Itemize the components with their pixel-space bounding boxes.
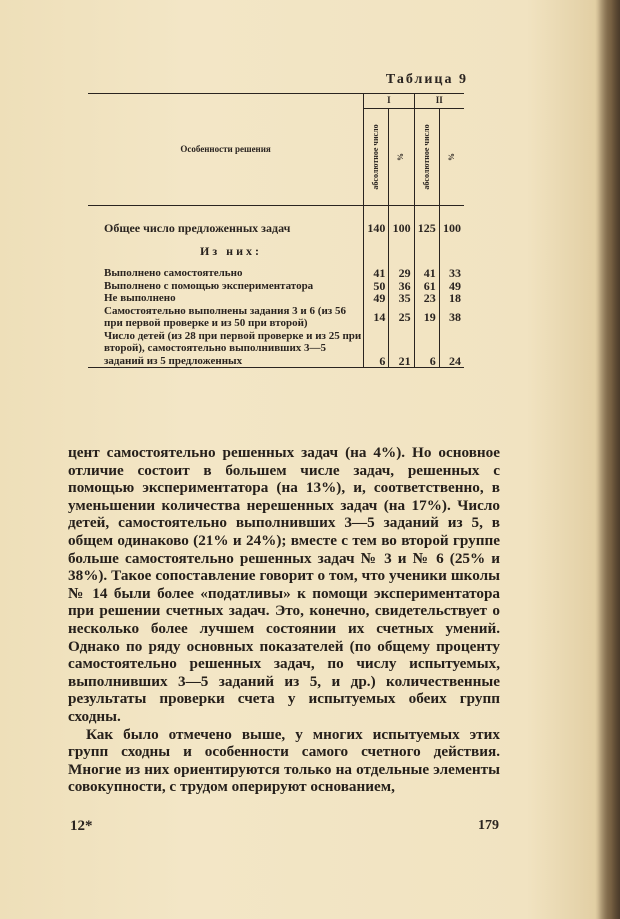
header-percent-2: % (439, 109, 464, 206)
row-abs-2: 61 (414, 280, 439, 293)
row-pct-1: 21 (389, 330, 414, 368)
page-number: 179 (478, 818, 499, 833)
table-caption: Таблица 9 (385, 72, 468, 87)
row-label: Выполнено самостоятельно (88, 267, 364, 280)
row-abs-2: 23 (414, 292, 439, 305)
row-pct-1: 35 (389, 292, 414, 305)
paragraph: Как было отмечено выше, у многих испытуемых этих групп сходны и особенности самого счетного действия. Многие из них ориентируются только на отдельные элементы совокупности, с трудом оперируют основанием, (68, 725, 500, 796)
row-abs-2: 41 (414, 267, 439, 280)
row-abs-1: 6 (364, 330, 389, 368)
row-pct-2: 24 (439, 330, 464, 368)
row-abs-1: 50 (364, 280, 389, 293)
results-table (88, 93, 464, 368)
table-row (88, 267, 464, 280)
paragraph: цент самостоятельно решенных задач (на 4%). Но основное отличие состоит в большем числе задач, решенных с помощью экспериментатора (на 13%), и, соответственно, в уменьшении количества нерешенных задач (на 17%). Число детей, самостоятельно выполнивших 3—5 заданий из 5, в общем одинаково (21% и 24%); вместе с тем во второй группе больше самостоятельно решенных задач № 3 и № 6 (25% и 38%). Такое сопоставление говорит о том, что ученики школы № 14 были более «податливы» к помощи экспериментатора при решении счетных задач. Это, конечно, свидетельствует о несколько более лучшем состоянии их счетных умений. Однако по ряду основных показателей (по общему проценту самостоятельно решенных задач, по числу испытуемых, выполнивших 3—5 заданий из 5, и др.) количественные результаты проверки счета у испытуемых обеих групп сходны. (68, 444, 500, 725)
header-absolute-2: абсолютное число (414, 109, 439, 206)
header-group-2: II (414, 94, 464, 109)
row-label: Число детей (из 28 при первой проверке и из 25 при второй), самостоятельно выполнивших 3—5 заданий из 5 предложенных (88, 330, 364, 368)
row-label: Общее число предложенных задач (88, 222, 364, 235)
row-pct-2: 33 (449, 266, 461, 280)
row-label: Самостоятельно выполнены задания 3 и 6 (из 56 при первой проверке и из 50 при второй) (88, 305, 364, 330)
row-abs-1: 49 (364, 292, 389, 305)
body-text (68, 444, 500, 796)
row-pct-1: 36 (389, 280, 414, 293)
table-row (88, 305, 464, 330)
row-abs-2: 125 (414, 222, 439, 235)
table-row-subheading (88, 235, 464, 268)
header-absolute-1: абсолютное число (364, 109, 389, 206)
row-pct-2: 18 (449, 291, 461, 305)
row-pct-2: 100 (443, 221, 461, 235)
row-abs-2: 6 (414, 330, 439, 368)
row-abs-1: 140 (364, 222, 389, 235)
row-pct-1: 25 (389, 305, 414, 330)
table-spacer (88, 206, 464, 223)
row-pct-2: 49 (449, 278, 461, 293)
header-percent-1: % (389, 109, 414, 206)
page-edge-shadow (598, 0, 620, 919)
row-label: Не выполнено (88, 292, 364, 305)
row-pct-1: 100 (389, 222, 414, 235)
row-abs-1: 41 (364, 267, 389, 280)
table-row (88, 292, 464, 305)
header-features: Особенности решения (88, 94, 364, 206)
table-row-total (88, 222, 464, 235)
row-label: Выполнено с помощью экспериментатора (88, 280, 364, 293)
header-group-1: I (364, 94, 414, 109)
row-abs-2: 19 (414, 305, 439, 330)
row-subheading: Из них: (88, 235, 364, 268)
row-pct-2: 38 (449, 309, 461, 324)
table-row (88, 330, 464, 368)
signature-mark: 12* (70, 818, 93, 834)
row-pct-1: 29 (389, 267, 414, 280)
row-abs-1: 14 (364, 305, 389, 330)
table-header-row-1 (88, 94, 464, 109)
